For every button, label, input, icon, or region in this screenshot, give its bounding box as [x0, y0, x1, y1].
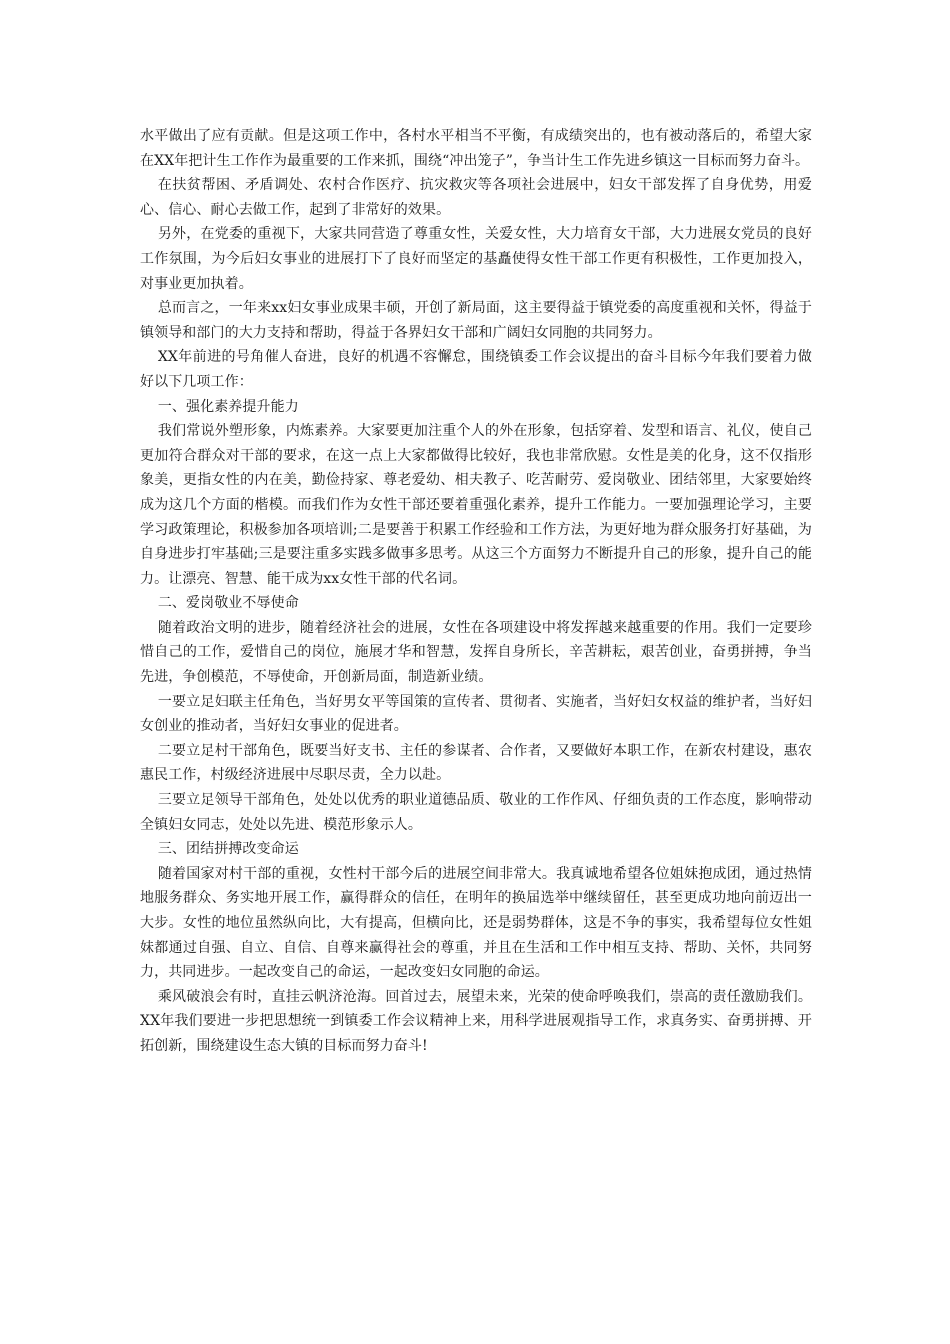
- paragraph-next-year-intro: XX年前进的号角催人奋进，良好的机遇不容懈怠，围绕镇委工作会议提出的奋斗目标今年我们要着力做好以下几项工作：: [140, 349, 812, 390]
- paragraph-poverty-relief: 在扶贫帮困、矛盾调处、农村合作医疗、抗灾救灾等各项社会进展中，妇女干部发挥了自身优势，用爱心、信心、耐心去做工作，起到了非常好的效果。: [140, 177, 812, 218]
- paragraph-role-womens-federation: 一要立足妇联主任角色，当好男女平等国策的宣传者、贯彻者、实施者，当好妇女权益的维护者，当好妇女创业的推动者，当好妇女事业的促进者。: [140, 693, 812, 735]
- paragraph-party-support: 另外，在党委的重视下，大家共同营造了尊重女性，关爱女性，大力培育女干部，大力进展女党员的良好工作氛围，为今后妇女事业的进展打下了良好而坚定的基矗使得女性干部工作更有积极性，工作更加投入，对事业更加执着。: [140, 226, 812, 292]
- paragraph-unity: 随着国家对村干部的重视，女性村干部今后的进展空间非常大。我真诚地希望各位姐妹抱成团，通过热情地服务群众、务实地开展工作，赢得群众的信任，在明年的换届选举中继续留任，甚至更成功地向前迈出一大步。女性的地位虽然纵向比，大有提高，但横向比，还是弱势群体，这是不争的事实，我希望每位女性姐妹都通过自强、自立、自信、自尊来赢得社会的尊重，并且在生活和工作中相互支持、帮助、关怀，共同努力，共同进步。一起改变自己的命运，一起改变妇女同胞的命运。: [140, 865, 812, 981]
- section-heading-1: 一、强化素养提升能力: [157, 398, 299, 415]
- paragraph-closing: 乘风破浪会有时，直挂云帆济沧海。回首过去，展望未来，光荣的使命呼唤我们，崇高的责任激励我们。XX年我们要进一步把思想统一到镇委工作会议精神上来，用科学进展观指导工作，求真务实、奋勇拼搏、开拓创新，围绕建设生态大镇的目标而努力奋斗!: [140, 988, 812, 1054]
- paragraph-plan-contribution: 水平做出了应有贡献。但是这项工作中，各村水平相当不平衡，有成绩突出的，也有被动落后的，希望大家在XX年把计生工作作为最重要的工作来抓，围绕“冲出笼子”，争当计生工作先进乡镇这一目标而努力奋斗。: [140, 128, 812, 169]
- paragraph-role-leader: 三要立足领导干部角色，处处以优秀的职业道德品质、敬业的工作作风、仔细负责的工作态度，影响带动全镇妇女同志，处处以先进、模范形象示人。: [140, 792, 812, 833]
- section-heading-3: 三、团结拼搏改变命运: [157, 841, 299, 858]
- document-page: [140, 124, 812, 1059]
- paragraph-role-village-cadre: 二要立足村干部角色，既要当好支书、主任的参谋者、合作者，又要做好本职工作，在新农村建设，惠农惠民工作，村级经济进展中尽职尽责，全力以赴。: [140, 742, 812, 784]
- paragraph-dedication: 随着政治文明的进步，随着经济社会的进展，女性在各项建设中将发挥越来越重要的作用。我们一定要珍惜自己的工作，爱惜自己的岗位，施展才华和智慧，发挥自身所长，辛苦耕耘，艰苦创业，奋勇拼搏，争当先进，争创模范，不辱使命，开创新局面，制造新业绩。: [140, 619, 812, 686]
- paragraph-summary: 总而言之，一年来xx妇女事业成果丰硕，开创了新局面，这主要得益于镇党委的高度重视和关怀，得益于镇领导和部门的大力支持和帮助，得益于各界妇女干部和广阔妇女同胞的共同努力。: [140, 300, 812, 341]
- section-heading-2: 二、爱岗敬业不辱使命: [157, 595, 299, 612]
- paragraph-quality-ability: 我们常说外塑形象，内炼素养。大家要更加注重个人的外在形象，包括穿着、发型和语言、礼仪，使自己更加符合群众对干部的要求，在这一点上大家都做得比较好，我也非常欣慰。女性是美的化身，这不仅指形象美，更指女性的内在美，勤俭持家、尊老爱幼、相夫教子、吃苦耐劳、爱岗敬业、团结邻里，大家要始终成为这几个方面的楷模。而我们作为女性干部还要着重强化素养，提升工作能力。一要加强理论学习，主要学习政策理论，积极参加各项培训;二是要善于积累工作经验和工作方法，为更好地为群众服务打好基础，为自身进步打牢基础;三是要注重多实践多做事多思考。从这三个方面努力不断提升自己的形象，提升自己的能力。让漂亮、智慧、能干成为xx女性干部的代名词。: [140, 423, 812, 587]
